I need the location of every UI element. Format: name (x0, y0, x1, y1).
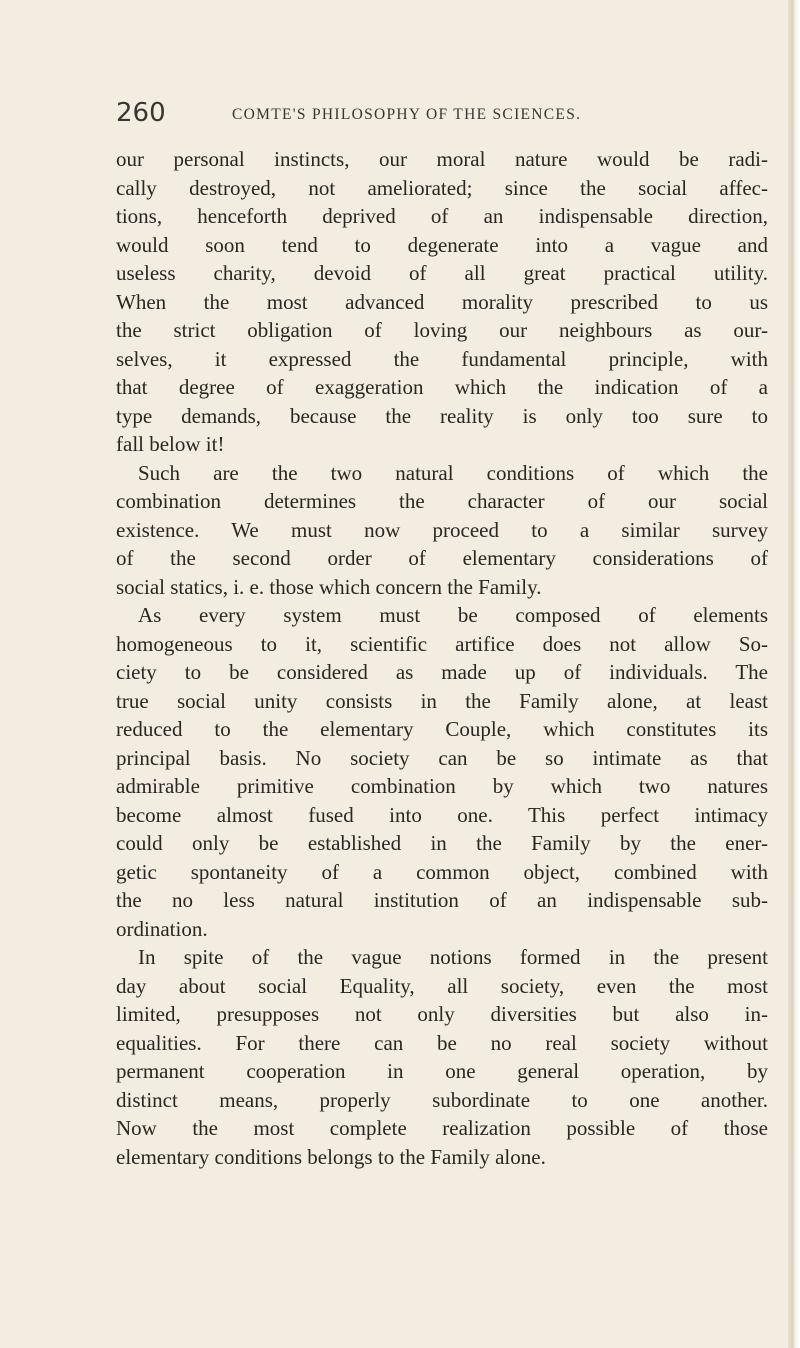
text-line: In spite of the vague notions formed in the present (138, 945, 768, 969)
text-line: elementary conditions belongs to the Family alone. (116, 1144, 546, 1169)
page-number: 260 (116, 98, 166, 128)
text-line: of the second order of elementary considerations of (116, 546, 768, 570)
text-line: day about social Equality, all society, even the most (116, 973, 768, 998)
text-line: social statics, i. e. those which concern the Family. (116, 574, 542, 599)
text-line: could only be established in the Family by the ener- (116, 831, 768, 855)
text-line: reduced to the elementary Couple, which constitutes its (116, 717, 768, 741)
text-line: our personal instincts, our moral nature would be radi- (116, 147, 768, 171)
text-line: ciety to be considered as made up of individuals. The (116, 660, 768, 684)
running-title: COMTE'S PHILOSOPHY OF THE SCIENCES. (232, 106, 582, 123)
text-line: As every system must be composed of elements (138, 603, 768, 627)
text-line: Now the most complete realization possible of those (116, 1116, 768, 1140)
text-line: limited, presupposes not only diversities but also in- (116, 1002, 768, 1026)
text-line: When the most advanced morality prescribed to us (116, 289, 768, 314)
text-line: the strict obligation of loving our neighbours as our- (116, 318, 768, 342)
text-line: cally destroyed, not ameliorated; since the social affec- (116, 175, 768, 200)
text-line: equalities. For there can be no real society without (116, 1030, 768, 1055)
page-header (116, 98, 716, 138)
text-line: combination determines the character of our social (116, 489, 768, 513)
text-line: type demands, because the reality is only too sure to (116, 403, 768, 428)
text-line: fall below it! (116, 432, 225, 456)
text-line: would soon tend to degenerate into a vague and (116, 232, 768, 257)
text-line: the no less natural institution of an indispensable sub- (116, 888, 768, 912)
text-line: distinct means, properly subordinate to one another. (116, 1087, 768, 1112)
text-line: principal basis. No society can be so intimate as that (116, 745, 768, 770)
text-line: true social unity consists in the Family alone, at least (116, 688, 768, 713)
text-line: become almost fused into one. This perfect intimacy (116, 802, 768, 827)
text-line: that degree of exaggeration which the indication of a (116, 375, 768, 399)
body-text (116, 145, 768, 1171)
page-edge-shadow (788, 0, 800, 1348)
text-line: existence. We must now proceed to a similar survey (116, 517, 768, 542)
text-line: Such are the two natural conditions of which the (138, 460, 768, 485)
text-line: permanent cooperation in one general operation, by (116, 1059, 768, 1083)
text-line: ordination. (116, 916, 208, 941)
text-line: selves, it expressed the fundamental principle, with (116, 346, 768, 371)
text-line: useless charity, devoid of all great practical utility. (116, 261, 768, 285)
text-line: admirable primitive combination by which two natures (116, 774, 768, 798)
text-line: tions, henceforth deprived of an indispensable direction, (116, 204, 768, 228)
text-line: getic spontaneity of a common object, combined with (116, 859, 768, 884)
text-line: homogeneous to it, scientific artifice does not allow So- (116, 631, 768, 656)
